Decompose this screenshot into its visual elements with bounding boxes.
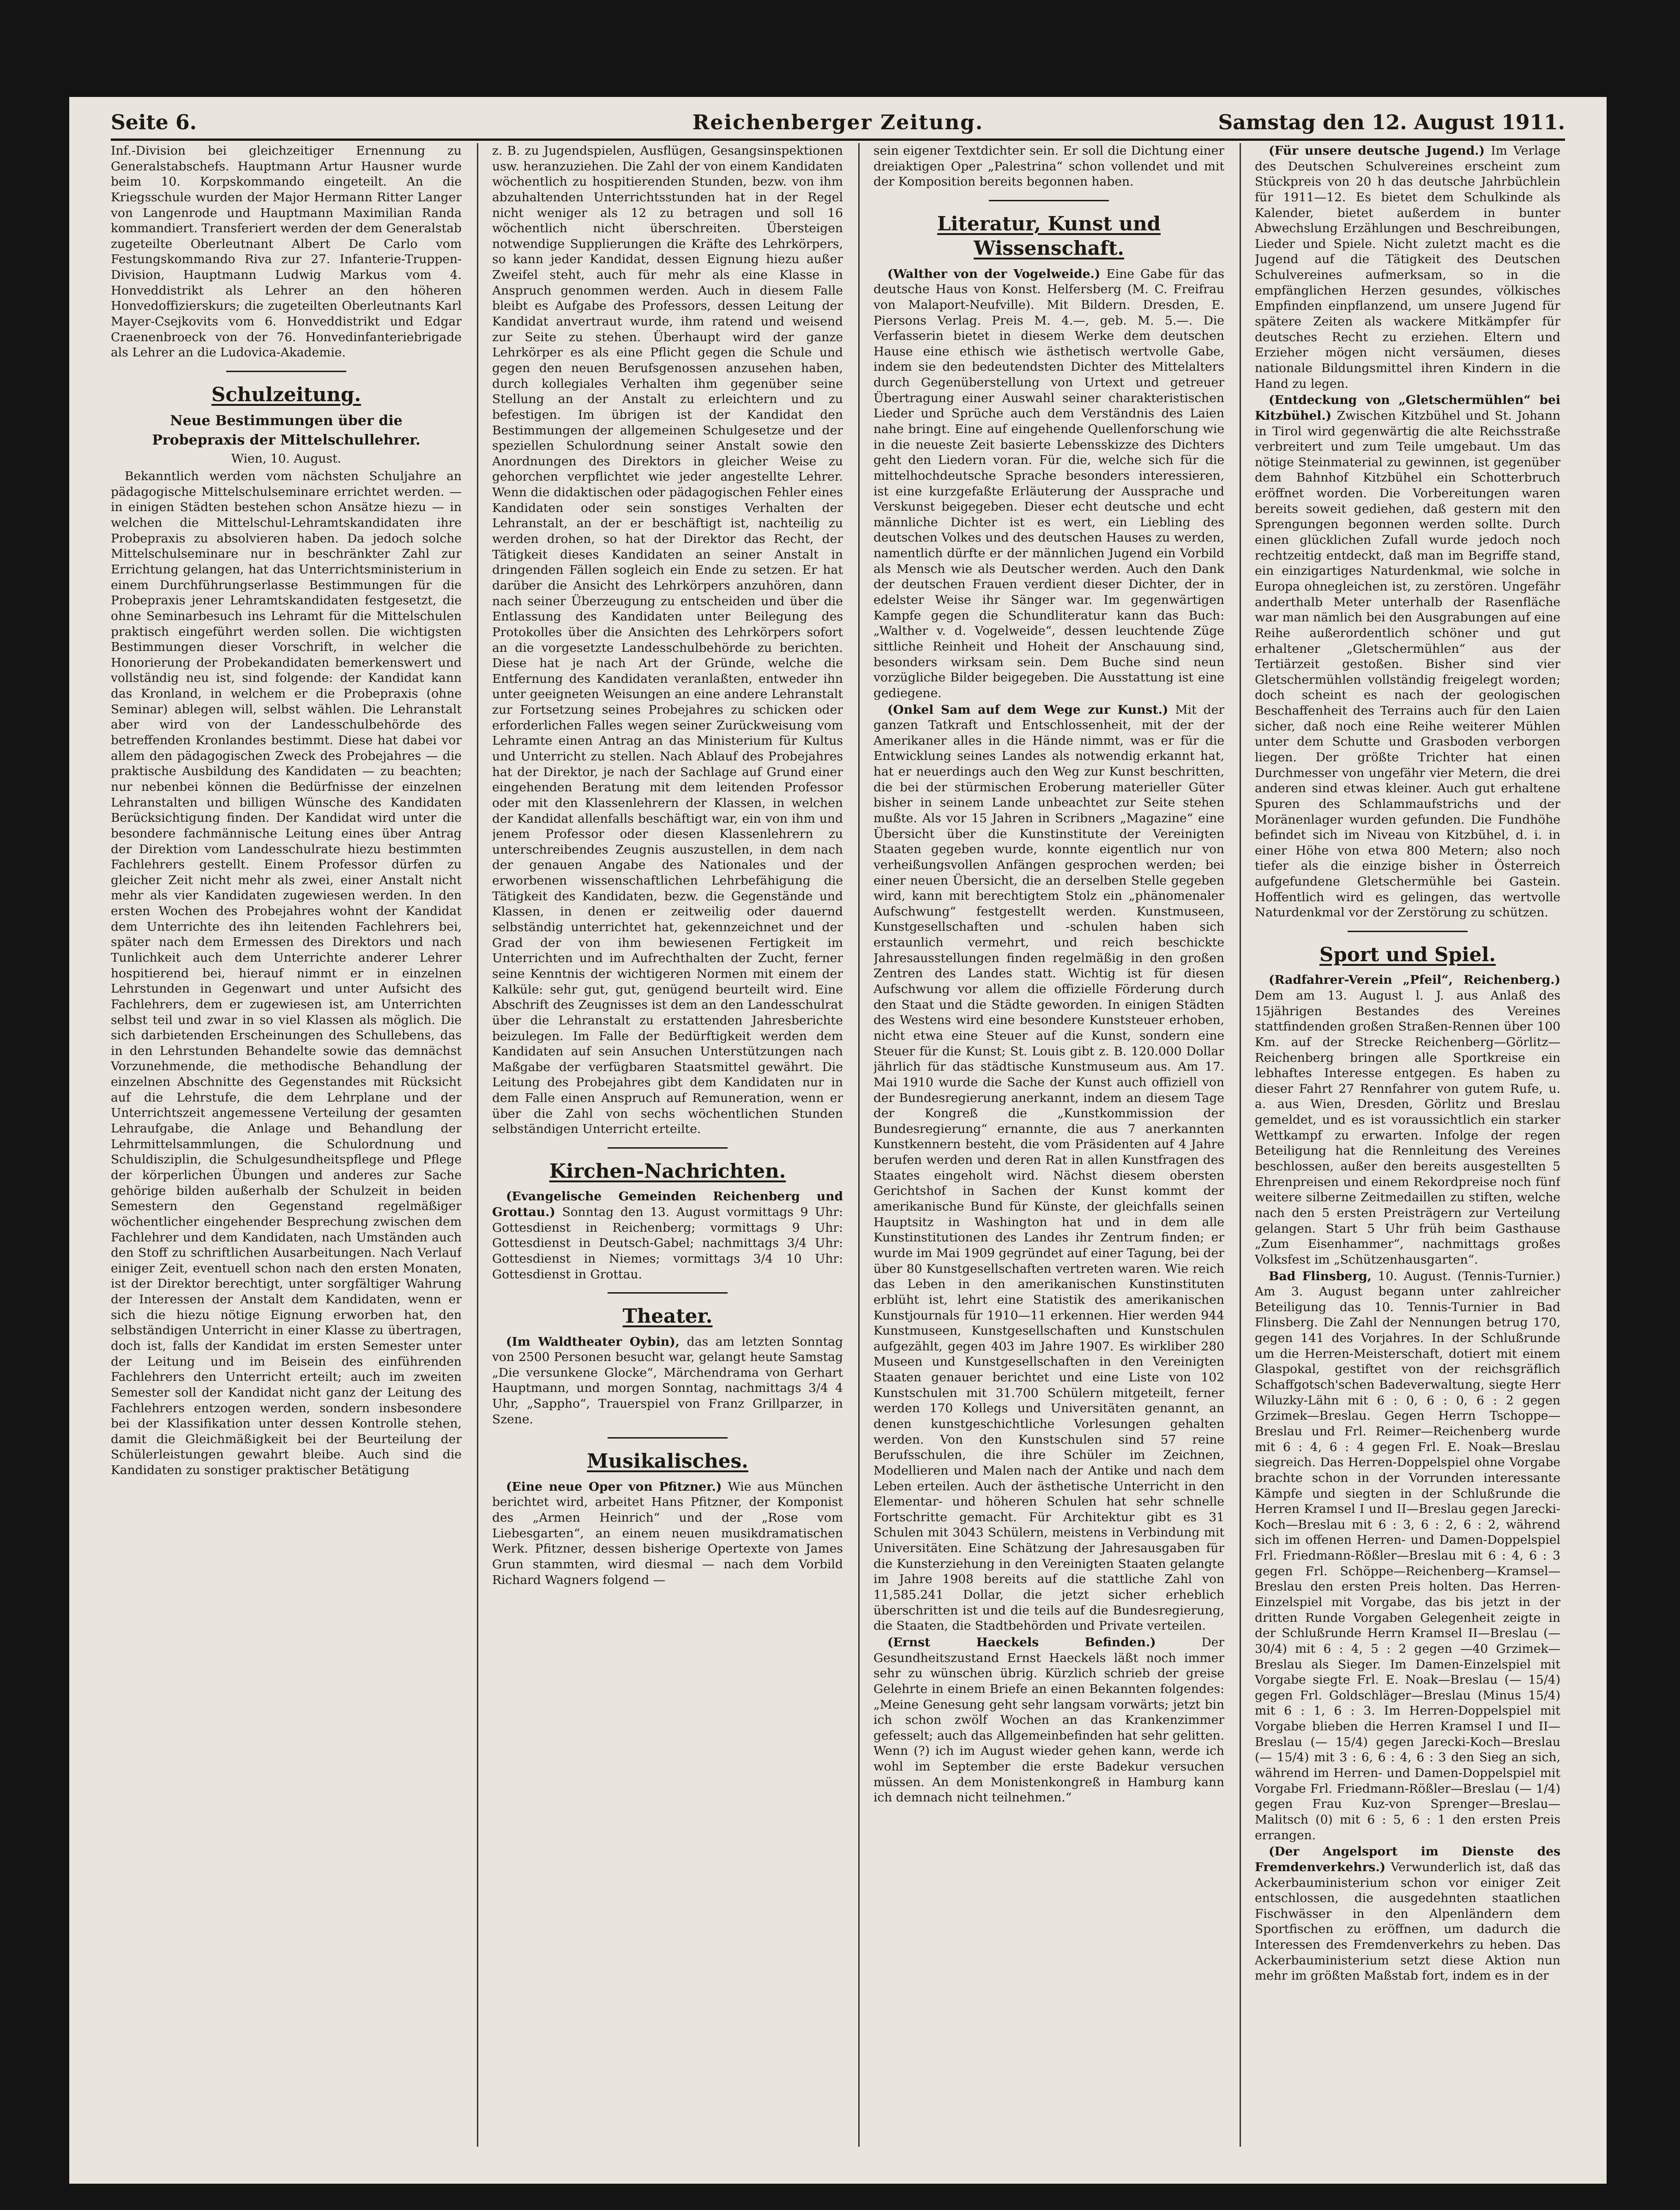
item-text: Wie aus München berichtet wird, arbeitet Hans Pfitzner, der Komponist des „Armen Heinrich“ und der „Rose vom Liebesgarten“, an einem neuen musikdramatischen Werk. Pfitzner, dessen bisherige Opertexte von James Grun stammten, wird diesmal — nach dem Vorbild Richard Wagners folgend — [492, 1479, 843, 1587]
item-text: 10. August. (Tennis-Turnier.) Am 3. August begann unter zahlreicher Beteiligung das 10. Tennis-Turnier in Bad Flinsberg. Die Zahl der Nennungen betrug 170, gegen 141 des Vorjahres. In der Schlußrunde um die Herren-Meisterschaft, dotiert mit einem Glaspokal, gestiftet von der reichsgräflich Schaffgotsch'schen Badeverwaltung, siegte Herr Wiluzky-Lähn mit 6 : 0, 6 : 0, 6 : 2 gegen Grzimek—Breslau. Gegen Herrn Tschoppe—Breslau und Frl. Reimer—Reichenberg wurde mit 6 : 4, 6 : 4 gegen Frl. E. Noak—Breslau siegreich. Das Herren-Doppelspiel ohne Vorgabe brachte schon in der Vorrunden interessante Kämpfe und siegten in der Schlußrunde die Herren Kramsel I und II—Breslau gegen Jarecki-Koch—Breslau mit 6 : 3, 6 : 2, 6 : 2, während sich im offenen Herren- und Damen-Doppelspiel Frl. Friedmann-Rößler—Breslau mit 6 : 4, 6 : 3 gegen Frl. Schöppe—Reichenberg—Kramsel—Breslau den ersten Preis holten. Das Herren-Einzelspiel mit Vorgabe, das bis jetzt in der dritten Runde Vorgaben Gelegenheit zeigte in der Schlußrunde Herrn Kramsel II—Breslau (— 30/4) mit 6 : 4, 5 : 2 gegen —40 Grzimek—Breslau als Sieger. Im Damen-Einzelspiel mit Vorgabe siegte Frl. E. Noak—Breslau (— 15/4) gegen Frl. Goldschläger—Breslau (Minus 15/4) mit 6 : 1, 6 : 3. Im Herren-Doppelspiel mit Vorgabe blieben die Herren Kramsel I und II—Breslau (— 15/4) gegen Jarecki-Koch—Breslau (— 15/4) mit 3 : 6, 6 : 4, 6 : 3 den Sieg an sich, während im Herren- und Damen-Doppelspiel mit Vorgabe Frl. Friedmann-Rößler—Breslau (— 1/4) gegen Frau Kuz-von Sprenger—Breslau—Malitsch (0) mit 6 : 5, 6 : 1 den ersten Preis errangen. [1255, 1269, 1560, 1843]
column-1 [111, 143, 462, 2147]
item-title: (Radfahrer-Verein „Pfeil“, Reichenberg.) [1269, 973, 1560, 988]
article-headline-line1: Neue Bestimmungen über die [170, 413, 403, 429]
item-title: (Eine neue Oper von Pfitzner.) [506, 1479, 722, 1494]
item-text: Dem am 13. August l. J. aus Anlaß des 15jährigen Bestandes des Vereines stattfindenden großen Straßen-Rennen über 100 Km. auf der Strecke Reichenberg—Görlitz—Reichenberg bringen alle Sportkreise ein lebhaftes Interesse entgegen. Es haben zu dieser Fahrt 27 Rennfahrer von gutem Rufe, u. a. aus Wien, Dresden, Görlitz und Breslau gemeldet, und es ist voraussichtlich ein starker Wettkampf zu erwarten. Infolge der regen Beteiligung hat die Rennleitung des Vereines beschlossen, außer den bereits ausgestellten 5 Ehrenpreisen und einem Rekordpreise noch fünf weitere silberne Zeitmedaillen zu stiften, welche nach den 5 ersten Preisträgern zur Verteilung gelangen. Start 5 Uhr früh beim Gasthause „Zum Eisenhammer“, nachmittags großes Volksfest im „Schützenhausgarten“. [1255, 988, 1560, 1267]
column-rule [477, 143, 478, 2147]
section-schulzeitung: Schulzeitung. [211, 383, 361, 406]
divider [608, 1147, 728, 1149]
divider [608, 1292, 728, 1294]
column-2 [492, 143, 843, 2147]
page-number: Seite 6. [111, 111, 197, 134]
section-sport: Sport und Spiel. [1319, 943, 1496, 966]
item-title: (Onkel Sam auf dem Wege zur Kunst.) [887, 702, 1168, 717]
military-appointments: Inf.-Division bei gleichzeitiger Ernennung zu Generalstabschefs. Hauptmann Artur Hausner wurde beim 10. Korpskommando eingeteilt. An die Kriegsschule wurden der Major Hermann Ritter Langer von Langenrode und Hauptmann Maximilian Randa kommandiert. Transferiert werden der dem Generalstab zugeteilte Oberleutnant Albert De Carlo vom Festungskommando Riva zur 27. Infanterie-Truppen-Division, Hauptmann Ludwig Markus vom 4. Honveddistrikt als Lehrer an den höheren Honvedoffizierskurs; die zugeteilten Oberleutnants Karl Mayer-Csejkovits vom 6. Honveddistrikt und Edgar Craenenbroeck von der 76. Honvedinfanteriebrigade als Lehrer an die Ludovica-Akademie. [111, 144, 462, 360]
article-headline-line2: Probepraxis der Mittelschullehrer. [152, 432, 421, 449]
newspaper-page [69, 97, 1607, 2184]
column-rule [1240, 143, 1241, 2147]
item-title: (Im Waldtheater Oybin), [506, 1334, 680, 1349]
masthead [111, 106, 1565, 141]
item-text: Mit der ganzen Tatkraft und Entschlossenheit, mit der der Amerikaner alles in die Hände nimmt, was er für die Entwicklung seines Landes als notwendig erkannt hat, hat er neuerdings auch den Weg zur Kunst beschritten, die bei der stürmischen Eroberung materieller Güter bisher in seinem Lande unbeachtet zur Seite stehen mußte. Als vor 15 Jahren in Scribners „Magazine“ eine Übersicht über die Kunstinstitute der Vereinigten Staaten gegeben wurde, konnte eigentlich nur von verheißungsvollen Anfängen gesprochen werden; bei einer neuen Übersicht, die an derselben Stelle gegeben wird, kann mit berechtigtem Stolz ein „phänomenaler Aufschwung“ festgestellt werden. Kunstmuseen, Kunstgesellschaften und -schulen haben sich erstaunlich vermehrt, und reich beschickte Jahresausstellungen finden regelmäßig in den großen Zentren des Landes statt. Wichtig ist für diesen Aufschwung vor allem die offizielle Förderung durch den Staat und die Städte geworden. In einigen Städten des Westens wird eine besondere Kunststeuer erhoben, nicht etwa eine Steuer auf die Kunst, sondern eine Steuer für die Kunst; St. Louis gibt z. B. 120.000 Dollar jährlich für das städtische Kunstmuseum aus. Am 17. Mai 1910 wurde die Sache der Kunst auch offiziell von der Bundesregierung anerkannt, indem an diesem Tage der Kongreß die „Kunstkommission der Bundesregierung“ ernannte, die aus 7 anerkannten Kunstkennern besteht, die vom Präsidenten auf 4 Jahre berufen werden und deren Rat in allen Kunstfragen des Staates eingeholt wird. Nächst diesem obersten Gerichtshof in Sachen der Kunst kommt der amerikanische Bund für Künste, der gleichfalls seinen Hauptsitz in Washington hat und in dem alle Kunstinstitutionen des Landes ihr Zentrum finden; er wurde im Mai 1909 gegründet auf einer Tagung, bei der über 80 Kunstgesellschaften vertreten waren. Wie reich das Leben in den amerikanischen Kunstinstituten erblüht ist, lehrt eine Statistik des amerikanischen Kunstjournals für 1910—11 erkennen. Hier werden 944 Kunstmuseen, Kunstgesellschaften und Kunstschulen aufgezählt, gegen 403 im Jahre 1907. Es wirkliber 280 Museen und Kunstgesellschaften in den Vereinigten Staaten genauer berichtet und eine Liste von 102 Kunstschulen mit 31.700 Schülern mitgeteilt, ferner werden 170 Kollegs und Universitäten genannt, an denen kunstgeschichtliche Vorlesungen gehalten werden. Von den Kunstschulen sind 57 reine Berufsschulen, die ihre Schüler im Zeichnen, Modellieren und Malen nach der Antike und nach dem Leben erteilen. Auch der ästhetische Unterricht in den Elementar- und höheren Schulen hat sehr schnelle Fortschritte gemacht. Für Architektur gibt es 31 Schulen mit 3043 Schülern, meistens in Verbindung mit Universitäten. Eine Schätzung der Jahresausgaben für die Kunsterziehung in den Vereinigten Staaten gelangte im Jahre 1908 bereits auf die stattliche Zahl von 11,585.241 Dollar, die jetzt sicher erheblich überschritten ist und die teils auf die Bundesregierung, die Staaten, die Stadtbehörden und Private verteilen. [873, 702, 1224, 1633]
column-3 [873, 143, 1224, 2147]
dateline: Wien, 10. August. [231, 452, 342, 466]
item-text: Sonntag den 13. August vormittags 9 Uhr: Gottesdienst in Reichenberg; vormittags 9 Uhr: Gottesdienst in Deutsch-Gabel; nachmittags 3/4 Uhr: Gottesdienst in Niemes; vormittags 3/4 10 Uhr: Gottesdienst in Grottau. [492, 1204, 843, 1282]
issue-date: Samstag den 12. August 1911. [1218, 111, 1565, 134]
item-text: das am letzten Sonntag von 2500 Personen besucht war, gelangt heute Samstag „Die versunkene Glocke“, Märchendrama von Gerhart Hauptmann, und morgen Sonntag, nachmittags 3/4 4 Uhr, „Sappho“, Trauerspiel von Franz Grillparzer, in Szene. [492, 1334, 843, 1427]
item-text: Zwischen Kitzbühel und St. Johann in Tirol wird gegenwärtig die alte Reichsstraße verbreitert und zum Teile umgebaut. Um das nötige Steinmaterial zu gewinnen, ist gegenüber dem Bahnhof Kitzbühel ein Schotterbruch eröffnet worden. Die Vorbereitungen waren bereits soweit gediehen, daß gestern mit den Sprengungen begonnen werden sollte. Durch einen glücklichen Zufall wurde jedoch noch rechtzeitig entdeckt, daß man im Begriffe stand, ein einzigartiges Naturdenkmal, wie solche in Europa ohnegleichen ist, zu zerstören. Ungefähr anderthalb Meter unterhalb der Rasenfläche war man nämlich bei den Ausgrabungen auf eine Reihe außerordentlich schöner und gut erhaltener „Gletschermühlen“ aus der Tertiärzeit gestoßen. Bisher sind vier Gletschermühlen vollständig freigelegt worden; doch scheint es nach der geologischen Beschaffenheit des Terrains auch für den Laien sicher, daß noch eine Reihe weiterer Mühlen unter dem Schutte und Grasboden verborgen liegen. Der größte Trichter hat einen Durchmesser von ungefähr vier Metern, die drei anderen sind etwas kleiner. Auch gut erhaltene Spuren des Schlammaufstrichs und der Moränenlager wurden gefunden. Die Fundhöhe befindet sich im Niveau von Kitzbühel, d. i. in einer Höhe von etwa 800 Metern; also noch tiefer als die einzige bisher in Österreich aufgefundene Gletschermühle bei Gastein. Hoffentlich wird es gelingen, das wertvolle Naturdenkmal vor der Zerstörung zu schützen. [1255, 408, 1560, 920]
item-title: (Walther von der Vogelweide.) [887, 266, 1101, 281]
item-title: (Ernst Haeckels Befinden.) [887, 1635, 1156, 1650]
article-body: Bekanntlich werden vom nächsten Schuljahre an pädagogische Mittelschulseminare errichtet werden. — in einigen Städten bestehen schon Ansätze hiezu — in welchen die Mittelschul-Lehramtskandidaten ihre Probepraxis zu absolvieren haben. Da jedoch solche Mittelschulseminare nur in beschränkter Zahl zur Errichtung gelangen, hat das Unterrichtsministerium in einem Durchführungserlasse Bestimmungen für die Probepraxis jener Lehramtskandidaten festgesetzt, die ohne Seminarbesuch ins Lehramt für die Mittelschulen praktisch eingeführt werden sollen. Die wichtigsten Bestimmungen dieser Vorschrift, in welcher die Honorierung der Probekandidaten bemerkenswert und vollständig neu ist, sind folgende: der Kandidat kann das Kronland, in welchem er die Probepraxis (ohne Seminar) ablegen will, selbst wählen. Die Lehranstalt aber wird von der Landesschulbehörde des betreffenden Kronlandes bestimmt. Diese hat dabei vor allem den pädagogischen Zweck des Probejahres — die praktische Ausbildung des Kandidaten — zu beachten; nur nebenbei können die Bedürfnisse der einzelnen Lehranstalten und billigen Wünsche des Kandidaten Berücksichtigung finden. Der Kandidat wird unter die besondere fachmännische Leitung eines über Antrag der Direktion vom Landesschulrate hiezu bestimmten Fachlehrers gestellt. Einem Professor dürfen zu gleicher Zeit nicht mehr als zwei, einer Anstalt nicht mehr als vier Kandidaten zugewiesen werden. In den ersten Wochen des Probejahres wohnt der Kandidat dem Unterrichte des ihn leitenden Fachlehrers bei, später nach dem Ermessen des Direktors und nach Tunlichkeit auch dem Unterrichte anderer Lehrer hospitierend bei, hierauf nimmt er in einzelnen Lehrstunden in Gegenwart und unter Aufsicht des Fachlehrers, dem er zugewiesen ist, am Unterrichten selbst teil und zwar in so viel Klassen als möglich. Die sich darbietenden Erscheinungen des Schullebens, das in den Lehrstunden Behandelte sowie das demnächst Vorzunehmende, die methodische Behandlung der einzelnen Abschnitte des Gegenstandes mit Rücksicht auf die Lehrstufe, die dem Lehrplane und der Unterrichtszeit angemessene Verteilung der gesamten Lehraufgabe, die Anlage und Behandlung der Lehrmittelsammlungen, die Schulordnung und Schuldisziplin, die Schulgesundheitspflege und Pflege der körperlichen Übungen und anderes zur Sache gehörige bilden außerhalb der Schulzeit in beiden Semestern den Gegenstand regelmäßiger wöchentlicher eingehender Besprechung zwischen dem Fachlehrer und dem Kandidaten, nach Umständen auch den Stoff zu schriftlichen Ausarbeitungen. Nach Verlauf einiger Zeit, eventuell schon nach den ersten Monaten, ist der Direktor berechtigt, unter sorgfältiger Wahrung der Interessen der Anstalt dem Kandidaten, wenn er sich die hiezu nötige Eignung erworben hat, den selbständigen Unterricht in einer Klasse zu übertragen, doch ist, falls der Kandidat im ersten Semester unter der Leitung und im Beisein des einführenden Fachlehrers den Unterricht erteilt; auch im zweiten Semester soll der Kandidat nicht ganz der Leitung des Fachlehrers entzogen werden, sondern insbesondere bei der Klassifikation unter dessen Kontrolle stehen, damit die Gleichmäßigkeit bei der Beurteilung der Schülerleistungen gewahrt bleibe. Auch sind die Kandidaten zu sonstiger praktischer Betätigung [111, 469, 462, 1478]
divider [608, 1437, 728, 1439]
section-theater: Theater. [622, 1305, 713, 1328]
item-title: (Entdeckung von „Gletschermühlen“ bei Kitzbühel.) [1255, 393, 1560, 423]
opera-continued: sein eigener Textdichter sein. Er soll die Dichtung einer dreiaktigen Oper „Palestrina“ schon vollendet und mit der Komposition bereits begonnen haben. [873, 144, 1224, 189]
columns [111, 143, 1560, 2147]
item-text: Der Gesundheitszustand Ernst Haeckels läßt noch immer sehr zu wünschen übrig. Kürzlich schrieb der greise Gelehrte in einem Briefe an einen Bekannten folgendes: „Meine Genesung geht sehr langsam vorwärts; jetzt bin ich schon zwölf Wochen an das Krankenzimmer gefesselt; auch das Allgemeinbefinden hat sehr gelitten. Wenn (?) ich im August wieder gehen kann, werde ich wohl im September die erste Badekur versuchen müssen. An dem Monistenkongreß in Hamburg kann ich demnach nicht teilnehmen.“ [873, 1635, 1224, 1805]
section-literatur: Literatur, Kunst und Wissenschaft. [937, 212, 1161, 260]
item-title: (Für unsere deutsche Jugend.) [1269, 144, 1485, 158]
item-text: Verwunderlich ist, daß das Ackerbauministerium schon vor einiger Zeit entschlossen, die ausgedehnten staatlichen Fischwässer in den Alpenländern dem Sportfischen zu eröffnen, um dadurch die Interessen des Fremdenverkehrs zu heben. Das Ackerbauministerium setzt diese Aktion nun mehr im größten Maßstab fort, indem es in der [1255, 1860, 1560, 1983]
column-4 [1255, 143, 1560, 2147]
column-rule [858, 143, 860, 2147]
article-body-continued: z. B. zu Jugendspielen, Ausflügen, Gesangsinspektionen usw. heranzuziehen. Die Zahl der von einem Kandidaten wöchentlich zu hospitierenden Stunden, bezw. von ihm abzuhaltenden Unterrichtsstunden hat in der Regel nicht weniger als 12 zu betragen und soll 16 wöchentlich nicht überschreiten. Übersteigen notwendige Supplierungen die Kräfte des Lehrkörpers, so kann jeder Kandidat, dessen Eignung hiezu außer Zweifel steht, auch für mehr als eine Klasse in Anspruch genommen werden. Auch in diesem Falle bleibt es Aufgabe des Professors, dessen Leitung der Kandidat anvertraut wurde, ihm ratend und weisend zur Seite zu stehen. Überhaupt wird der ganze Lehrkörper es als eine Pflicht gegen die Schule und gegen den neuen Berufsgenossen anzusehen haben, durch kollegiales Verhalten ihm gegenüber seine Stellung an der Anstalt zu erleichtern und zu befestigen. Im übrigen ist der Kandidat den Bestimmungen der allgemeinen Schulgesetze und der speziellen Schulordnung seiner Anstalt sowie den Anordnungen des Direktors in gleicher Weise zu gehorchen verpflichtet wie jeder angestellte Lehrer. Wenn die didaktischen oder pädagogischen Fehler eines Kandidaten oder sein sonstiges Verhalten der Lehranstalt, an der er beschäftigt ist, nachteilig zu werden drohen, so hat der Direktor das Recht, der Tätigkeit dieses Kandidaten an seiner Anstalt in dringenden Fällen sogleich ein Ende zu setzen. Er hat darüber die Ansicht des Lehrkörpers anzuhören, dann nach seiner Überzeugung zu entscheiden und über die Entlassung des Kandidaten unter Beilegung des Protokolles über die Ansichten des Lehrkörpers sofort an die vorgesetzte Landesschulbehörde zu berichten. Diese hat je nach Art der Gründe, welche die Entfernung des Kandidaten veranlaßten, entweder ihn unter geeigneten Weisungen an eine andere Lehranstalt zur Fortsetzung seines Probejahres zu schicken oder erforderlichen Falles wegen seiner Zurückweisung vom Lehramte einen Antrag an das Ministerium für Kultus und Unterricht zu stellen. Nach Ablauf des Probejahres hat der Direktor, je nach der Sachlage auf Grund einer eingehenden Beratung mit dem leitenden Professor oder mit den Klassenlehrern der Klassen, in welchen der Kandidat allenfalls beschäftigt war, ein von ihm und jenem Professor oder diesen Klassenlehrern zu unterschreibendes Zeugnis auszustellen, in dem nach der genauen Angabe des Nationales und der erworbenen wissenschaftlichen Lehrbefähigung die Tätigkeit des Kandidaten, bezw. die Gegenstände und Klassen, in denen er zeitweilig oder dauernd selbständig unterrichtet hat, gekennzeichnet und der Grad der von ihm bewiesenen Fertigkeit im Unterrichten und im Aufrechthalten der Zucht, ferner seine Kenntnis der wichtigeren Normen mit einem der Kalküle: sehr gut, gut, genügend beurteilt wird. Eine Abschrift des Zeugnisses ist dem an den Landesschulrat über die Lehranstalt zu erstattenden Jahresberichte beizulegen. Im Falle der Bedürftigkeit werden dem Kandidaten auf sein Ansuchen Unterstützungen nach Maßgabe der verfügbaren Staatsmittel gewährt. Die Leitung des Probejahres gibt dem Kandidaten nur in dem Falle einen Anspruch auf Remuneration, wenn er über die Zahl von sechs wöchentlichen Stunden selbständigen Unterricht erteilte. [492, 144, 843, 1137]
section-musik: Musikalisches. [587, 1450, 748, 1473]
item-title: (Evangelische Gemeinden Reichenberg und Grottau.) [492, 1189, 843, 1219]
divider [226, 371, 346, 372]
item-title: Bad Flinsberg, [1269, 1269, 1372, 1283]
item-text: Im Verlage des Deutschen Schulvereines erscheint zum Stückpreis von 20 h das deutsche Jahrbüchlein für 1911—12. Es bietet dem Schulkinde als Kalender, bietet außerdem in bunter Abwechslung Erzählungen und Beschreibungen, Lieder und Spiele. Nicht zuletzt macht es die Jugend auf die Tätigkeit des Deutschen Schulvereines aufmerksam, so in die empfänglichen Herzen gesundes, völkisches Empfinden einpflanzend, um unsere Jugend für spätere Zeiten als wackere Mitkämpfer für deutsches Recht zu erziehen. Eltern und Erzieher mögen nicht versäumen, dieses nationale Bildungsmittel ihren Kindern in die Hand zu legen. [1255, 144, 1560, 391]
item-title: (Der Angelsport im Dienste des Fremdenverkehrs.) [1255, 1844, 1560, 1874]
newspaper-title: Reichenberger Zeitung. [692, 111, 984, 134]
section-kirchen: Kirchen-Nachrichten. [549, 1160, 786, 1182]
divider [1348, 931, 1468, 932]
divider [989, 200, 1109, 201]
item-text: Eine Gabe für das deutsche Haus von Konst. Helfersberg (M. C. Freifrau von Malaport-Neufville). Mit Bildern. Dresden, E. Piersons Verlag. Preis M. 4.—, geb. M. 5.—. Die Verfasserin bietet in diesem Werke dem deutschen Hause eine ethisch wie ästhetisch wertvolle Gabe, indem sie den bedeutendsten Dichter des Mittelalters durch Gegenüberstellung von Urtext und getreuer Übertragung einer Auswahl seiner charakteristischen Lieder und Sprüche auch dem Verständnis des Laien nahe bringt. Eine auf eingehende Quellenforschung wie in die neueste Zeit basierte Lebensskizze des Dichters geht den Liedern voran. Für die, welche sich für die mittelhochdeutsche Sprache besonders interessieren, ist eine kurzgefaßte Erläuterung der Aussprache und Verskunst beigegeben. Dieser echt deutsche und echt männliche Dichter ist es wert, ein Liebling des deutschen Volkes und des deutschen Hauses zu werden, namentlich dürfte er der männlichen Jugend ein Vorbild als Mensch wie als Deutscher werden. Auch den Dank der deutschen Frauen verdient dieser Dichter, der in edelster Weise ihr Sänger war. Im gegenwärtigen Kampfe gegen die Schundliteratur kann das Buch: „Walther v. d. Vogelweide“, dessen leuchtende Züge sittliche Reinheit und Hoheit der Anschauung sind, besonders wirksam sein. Dem Buche sind neun vorzügliche Bilder beigegeben. Die Ausstattung ist eine gediegene. [873, 266, 1224, 700]
